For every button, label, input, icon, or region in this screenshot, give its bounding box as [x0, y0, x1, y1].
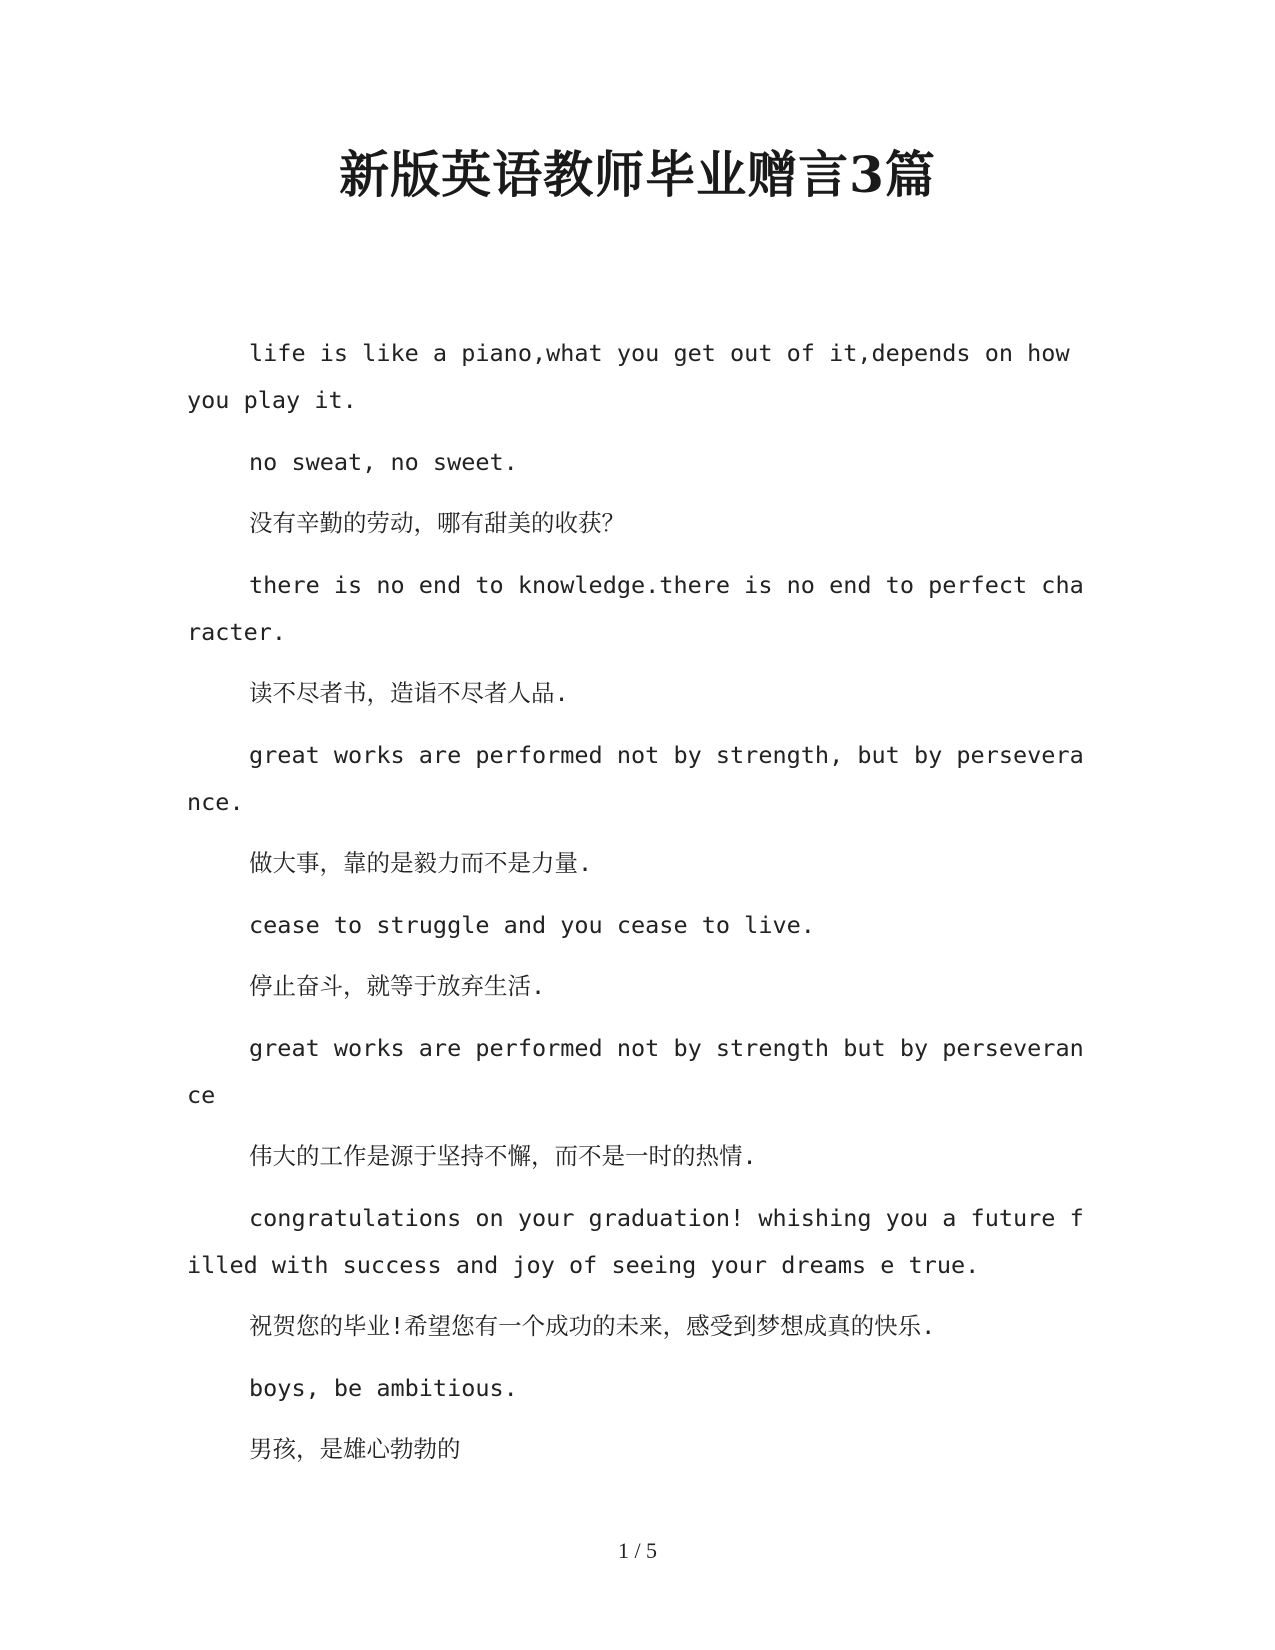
- paragraph: cease to struggle and you cease to live.: [249, 910, 815, 939]
- document-body: [187, 330, 1087, 1488]
- paragraph: 停止奋斗，就等于放弃生活.: [249, 972, 546, 1000]
- paragraph: life is like a piano,what you get out of it,depends on how you play it.: [187, 339, 1084, 414]
- paragraph: 没有辛勤的劳动，哪有甜美的收获？: [249, 509, 625, 537]
- paragraph: congratulations on your graduation! whishing you a future filled with success and joy of seeing your dreams e true.: [187, 1203, 1084, 1279]
- paragraph: 做大事，靠的是毅力而不是力量.: [249, 849, 593, 877]
- paragraph: 祝贺您的毕业!希望您有一个成功的未来，感受到梦想成真的快乐.: [249, 1312, 936, 1340]
- paragraph: 伟大的工作是源于坚持不懈，而不是一时的热情.: [249, 1142, 757, 1170]
- paragraph: 读不尽者书，造诣不尽者人品.: [249, 679, 569, 707]
- paragraph: great works are performed not by strength, but by perseverance.: [187, 740, 1084, 816]
- paragraph: no sweat, no sweet.: [249, 447, 518, 476]
- page-number: 1 / 5: [617, 1538, 658, 1563]
- paragraph: boys, be ambitious.: [249, 1373, 518, 1402]
- paragraph: great works are performed not by strength but by perseverance: [187, 1033, 1084, 1109]
- document-title: 新版英语教师毕业赠言3篇: [339, 145, 936, 204]
- paragraph: there is no end to knowledge.there is no end to perfect character.: [187, 570, 1084, 646]
- paragraph: 男孩，是雄心勃勃的: [249, 1435, 461, 1463]
